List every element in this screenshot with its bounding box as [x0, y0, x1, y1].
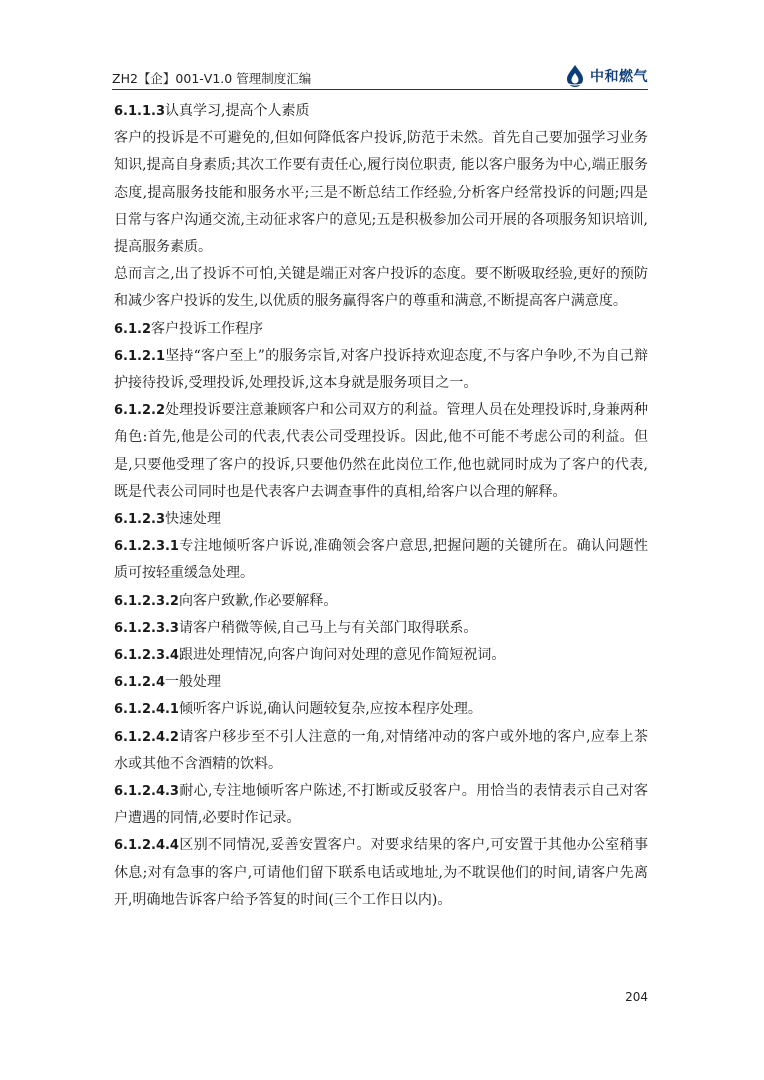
paragraph-text: 耐心,专注地倾听客户陈述,不打断或反驳客户。用恰当的表情表示自己对客户遭遇的同情,必要时作记录。 [114, 783, 648, 827]
logo-text: 中和燃气 [590, 69, 648, 85]
numbered-paragraph [114, 343, 648, 397]
paragraph-text: 请客户稍微等候,自己马上与有关部门取得联系。 [178, 619, 478, 636]
section-number: 6.1.2.4.3 [114, 784, 179, 800]
page-header [112, 62, 648, 92]
section-number: 6.1.1.3 [114, 104, 165, 119]
section-number: 6.1.2.1 [114, 348, 165, 364]
numbered-paragraph [114, 642, 648, 669]
section-number: 6.1.2.3.1 [114, 539, 179, 555]
numbered-paragraph [114, 588, 648, 615]
paragraph-text: 倾听客户诉说,确认问题较复杂,应按本程序处理。 [178, 701, 482, 718]
header-divider [112, 89, 648, 90]
numbered-paragraph [114, 397, 648, 506]
document-body [114, 98, 648, 914]
body-paragraph [114, 261, 648, 315]
paragraph-text: 总而言之,出了投诉不可怕,关键是端正对客户投诉的态度。要不断吸取经验,更好的预防和减少客户投诉的发生,以优质的服务赢得客户的尊重和满意,不断提高客户满意度。 [114, 266, 648, 310]
numbered-paragraph [114, 832, 648, 914]
numbered-paragraph [114, 669, 648, 696]
numbered-paragraph [114, 778, 648, 832]
section-number: 6.1.2.3 [114, 512, 165, 528]
numbered-paragraph [114, 615, 648, 642]
section-number: 6.1.2.4 [114, 675, 165, 691]
body-paragraph [114, 125, 648, 261]
document-title: ZH2【企】001-V1.0 管理制度汇编 [112, 71, 312, 86]
section-number: 6.1.2.4.2 [114, 729, 179, 745]
paragraph-text: 客户的投诉是不可避免的,但如何降低客户投诉,防范于未然。首先自己要加强学习业务知识,提高自身素质;其次工作要有责任心,履行岗位职责, 能以客户服务为中心,端正服务态度,提高服务技能和服务水平;三是不断总结工作经验,分析客户经常投诉的问题;四是日常与客户沟通交流,主动征求客户的意见;五是积极参加公司开展的各项服务知识培训,提高服务素质。 [114, 130, 648, 256]
paragraph-text: 跟进处理情况,向客户询问对处理的意见作简短祝词。 [178, 647, 506, 664]
flame-drop-icon [563, 64, 587, 88]
section-number: 6.1.2.3.4 [114, 648, 179, 664]
section-number: 6.1.2 [114, 321, 152, 337]
section-number: 6.1.2.4.1 [114, 702, 179, 718]
paragraph-text: 向客户致歉,作必要解释。 [178, 592, 338, 609]
section-number: 6.1.2.2 [114, 403, 165, 419]
paragraph-text: 区别不同情况,妥善安置客户。对要求结果的客户,可安置于其他办公室稍事休息;对有急事的客户,可请他们留下联系电话或地址,为不耽误他们的时间,请客户先离开,明确地告诉客户给予答复的时间(三个工作日以内)。 [114, 837, 648, 908]
paragraph-text: 专注地倾听客户诉说,准确领会客户意思,把握问题的关键所在。确认问题性质可按轻重缓急处理。 [114, 538, 648, 582]
company-logo [563, 62, 648, 90]
page-number: 204 [625, 990, 648, 1004]
paragraph-text: 一般处理 [165, 674, 221, 691]
paragraph-text: 坚持“客户至上”的服务宗旨,对客户投诉持欢迎态度,不与客户争吵,不为自己辩护接待投诉,受理投诉,处理投诉,这本身就是服务项目之一。 [114, 347, 648, 392]
section-number: 6.1.2.3.2 [114, 593, 179, 609]
numbered-paragraph [114, 316, 648, 343]
numbered-paragraph [114, 533, 648, 587]
numbered-paragraph [114, 506, 648, 533]
section-number: 6.1.2.4.4 [114, 838, 179, 854]
section-number: 6.1.2.3.3 [114, 620, 179, 636]
paragraph-text: 请客户移步至不引人注意的一角,对情绪冲动的客户或外地的客户,应奉上茶水或其他不含酒精的饮料。 [114, 728, 648, 772]
numbered-paragraph [114, 98, 648, 125]
paragraph-text: 认真学习,提高个人素质 [165, 103, 310, 119]
paragraph-text: 处理投诉要注意兼顾客户和公司双方的利益。管理人员在处理投诉时,身兼两种角色:首先,他是公司的代表,代表公司受理投诉。因此,他不可能不考虑公司的利益。但是,只要他受理了客户的投诉,只要他仍然在此岗位工作,他也就同时成为了客户的代表,既是代表公司同时也是代表客户去调查事件的真相,给客户以合理的解释。 [114, 402, 648, 500]
numbered-paragraph [114, 696, 648, 723]
paragraph-text: 客户投诉工作程序 [151, 320, 264, 337]
paragraph-text: 快速处理 [165, 511, 221, 528]
numbered-paragraph [114, 724, 648, 778]
